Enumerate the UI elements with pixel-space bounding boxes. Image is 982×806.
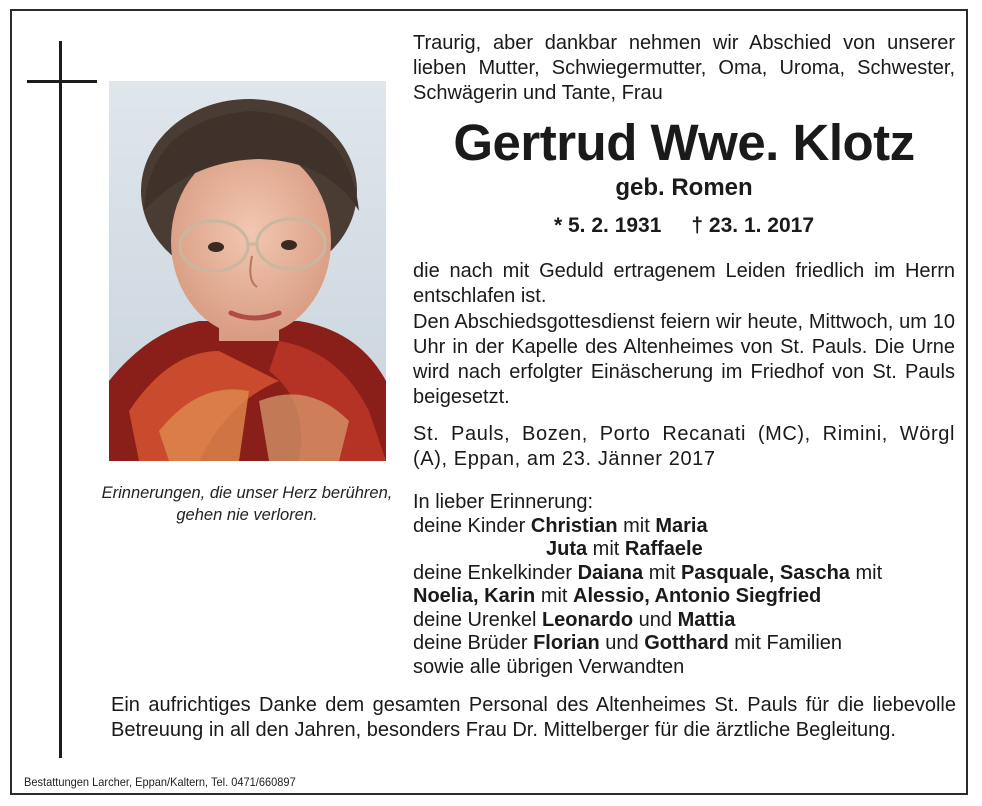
relatives-list [413,491,955,679]
portrait-photo [109,81,386,461]
relative-name: Juta [546,538,588,560]
thanks-text: Ein aufrichtiges Danke dem gesamten Personal des Altenheimes St. Pauls für die liebevolle Betreuung in all den Jahren, besonders Frau Dr. Mittelberger für die ärztliche Begleitung. [111,694,956,741]
relatives-closing: sowie alle übrigen Verwandten [413,655,685,678]
relatives-line [413,585,955,609]
relative-name: Pasquale, Sascha [680,561,850,584]
death-date: † 23. 1. 2017 [691,214,815,237]
relation-text: mit [617,514,656,537]
relation-text: und [633,608,678,631]
relative-name: Maria [655,514,708,537]
relatives-line [413,515,955,539]
places-date-text: St. Pauls, Bozen, Porto Recanati (MC), Rimini, Wörgl (A), Eppan, am 23. Jänner 2017 [413,423,955,470]
relatives-line [413,562,955,586]
relation-text: mit [587,538,625,560]
relation-text: mit [643,561,681,584]
relative-name: Gotthard [644,632,729,654]
relation-text: mit [849,561,883,584]
relative-name: Mattia [677,608,736,631]
intro-text: Traurig, aber dankbar nehmen wir Abschied von unserer lieben Mutter, Schwiegermutter, Oma, Uroma, Schwester, Schwägerin und Tante, Frau [413,32,955,104]
relation-text: deine Enkelkinder [413,561,578,584]
relatives-line [413,609,955,633]
deceased-name: Gertrud Wwe. Klotz [453,114,915,171]
maiden-name: geb. Romen [615,174,753,201]
relation-text: deine Urenkel [413,608,542,631]
life-dates [413,212,955,240]
relation-text: deine Kinder [413,514,531,537]
relation-text: und [599,632,645,654]
portrait-image [109,81,386,461]
relatives-line [413,632,955,656]
relative-name: Raffaele [624,538,703,560]
cross-icon-horizontal [27,80,97,83]
cross-icon-vertical [59,41,62,758]
funeral-home-footer: Bestattungen Larcher, Eppan/Kaltern, Tel. 0471/660897 [24,775,296,789]
relative-name: Florian [533,632,600,654]
memorial-caption: Erinnerungen, die unser Herz berühren, gehen nie verloren. [101,484,393,524]
relatives-heading: In lieber Erinnerung: [413,491,594,513]
relation-text: mit Familien [728,632,843,654]
passing-text: die nach mit Geduld ertragenem Leiden friedlich im Herrn entschlafen ist. [413,260,955,307]
service-text: Den Abschiedsgottesdienst feiern wir heute, Mittwoch, um 10 Uhr in der Kapelle des Altenheimes von St. Pauls. Die Urne wird nach erfolgter Einäscherung im Friedhof von St. Pauls beigesetzt. [413,311,955,408]
relation-text: deine Brüder [413,632,534,654]
relation-text: mit [535,585,574,607]
birth-date: * 5. 2. 1931 [553,214,662,237]
relative-name: Daiana [577,561,644,584]
relatives-line [413,538,955,562]
relative-name: Noelia, Karin [413,585,536,607]
relative-name: Christian [530,514,618,537]
relative-name: Alessio, Antonio Siegfried [573,585,822,607]
relative-name: Leonardo [541,608,634,631]
